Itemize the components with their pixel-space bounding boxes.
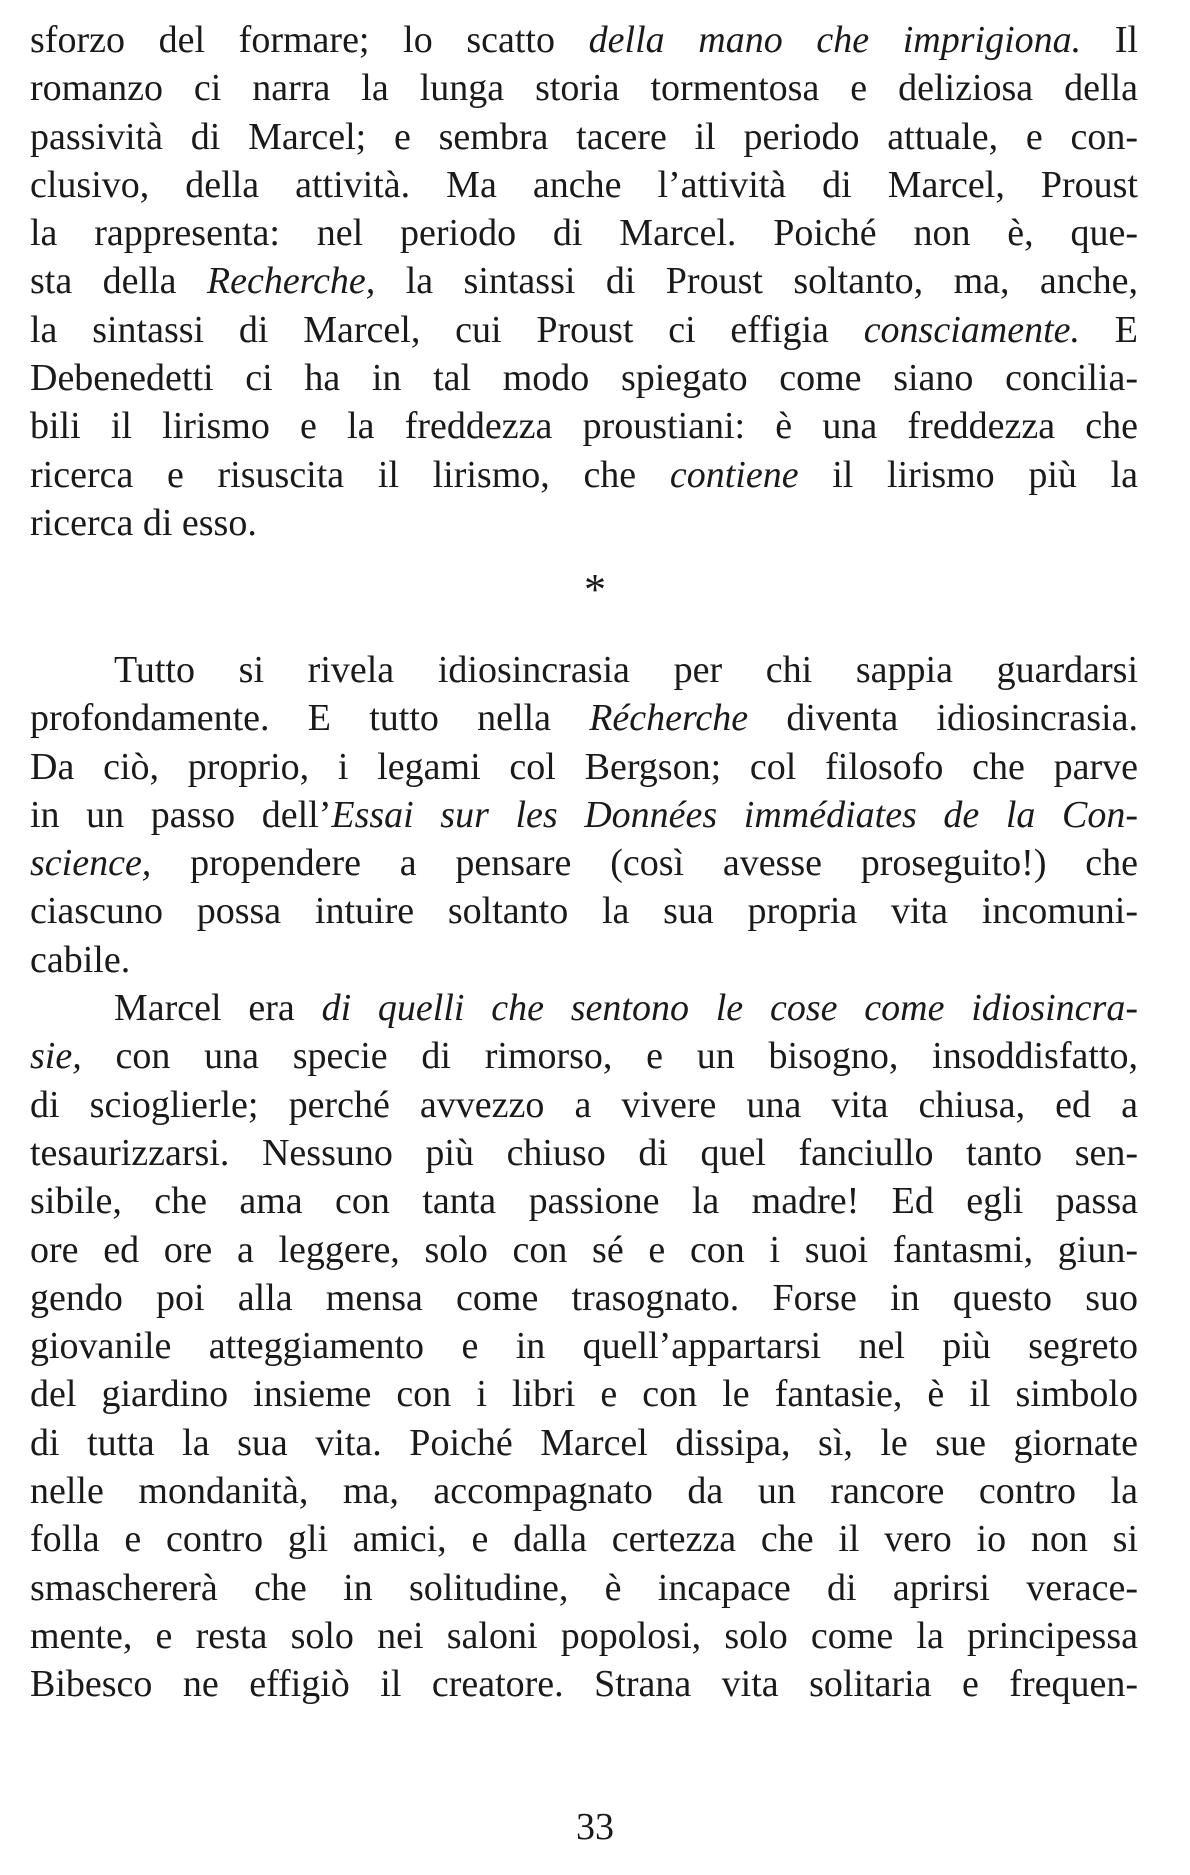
text-run: folla e contro gli amici, e dalla certezza che il vero io non si	[30, 1518, 1138, 1561]
text-line	[30, 1467, 1138, 1515]
text-line	[30, 113, 1138, 161]
section-separator: *	[584, 565, 606, 614]
text-line	[30, 984, 1138, 1032]
text-run: Debenedetti ci ha in tal modo spiegato come siano concilia-	[30, 357, 1138, 400]
text-line	[30, 839, 1138, 887]
text-run: smaschererà che in solitudine, è incapace di aprirsi verace-	[30, 1566, 1138, 1609]
text-run: di scioglierle; perché avvezzo a vivere una vita chiusa, ed a	[30, 1083, 1138, 1126]
italic-text-run: sie,	[30, 1035, 82, 1078]
italic-text-run: della mano che imprigiona.	[588, 19, 1082, 61]
paragraph-3	[30, 984, 1138, 1708]
text-run: sforzo del formare; lo scatto	[30, 19, 589, 61]
text-run: con una specie di rimorso, e un bisogno, insoddisfatto,	[81, 1035, 1138, 1078]
text-run: Da ciò, proprio, i legami col Bergson; col filosofo che parve	[30, 745, 1138, 788]
text-run: Il	[1081, 19, 1139, 61]
text-run: propendere a pensare (così avesse proseguito!) che	[151, 842, 1138, 885]
text-run: ricerca di esso.	[30, 501, 257, 544]
text-line	[30, 646, 1138, 694]
text-run: la sintassi di Marcel, cui Proust ci effigia	[30, 308, 864, 351]
text-run: clusivo, della attività. Ma anche l’attività di Marcel, Proust	[30, 163, 1138, 206]
text-line	[30, 1032, 1138, 1080]
text-line	[30, 1564, 1138, 1612]
text-run: profondamente. E tutto nella	[30, 697, 590, 740]
text-run: bili il lirismo e la freddezza proustiani: è una freddezza che	[30, 405, 1138, 448]
text-line	[30, 1274, 1138, 1322]
text-line	[30, 402, 1138, 450]
text-line	[30, 1612, 1138, 1660]
text-run: E	[1080, 308, 1138, 351]
text-run: tesaurizzarsi. Nessuno più chiuso di quel fanciullo tanto sen-	[30, 1131, 1138, 1174]
text-run: ciascuno possa intuire soltanto la sua propria vita incomuni-	[30, 890, 1138, 933]
text-run: Marcel era	[114, 987, 322, 1030]
italic-text-run: Essai sur les Données immédiates de la Con-	[331, 793, 1138, 836]
italic-text-run: science,	[30, 842, 152, 885]
paragraph-2	[30, 646, 1138, 984]
text-run: ore ed ore a leggere, solo con sé e con i suoi fantasmi, giun-	[30, 1228, 1138, 1271]
text-run: gendo poi alla mensa come trasognato. Forse in questo suo	[30, 1276, 1138, 1319]
text-run: giovanile atteggiamento e in quell’appartarsi nel più segreto	[30, 1325, 1138, 1368]
text-run: in un passo dell’	[30, 793, 332, 836]
text-run: la rappresenta: nel periodo di Marcel. Poiché non è, que-	[30, 212, 1138, 255]
italic-text-run: consciamente.	[863, 308, 1080, 351]
text-line	[30, 64, 1138, 112]
italic-text-run: Recherche,	[206, 260, 376, 303]
text-line	[30, 887, 1138, 935]
text-line	[30, 1226, 1138, 1274]
italic-text-run: contiene	[669, 453, 799, 496]
text-line	[30, 161, 1138, 209]
text-run: romanzo ci narra la lunga storia tormentosa e deliziosa della	[30, 67, 1138, 110]
text-run: del giardino insieme con i libri e con le fantasie, è il simbolo	[30, 1373, 1138, 1416]
text-run: Bibesco ne effigiò il creatore. Strana vita solitaria e frequen-	[30, 1663, 1138, 1706]
text-line	[30, 257, 1138, 305]
text-line	[30, 1370, 1138, 1418]
text-run: la sintassi di Proust soltanto, ma, anche,	[375, 260, 1138, 303]
text-line	[30, 1322, 1138, 1370]
text-line	[30, 306, 1138, 354]
text-line	[30, 1515, 1138, 1563]
text-line	[30, 936, 1138, 984]
italic-text-run: di quelli che sentono le cose come idiosincra-	[321, 987, 1138, 1030]
text-line	[30, 1660, 1138, 1708]
text-line	[30, 451, 1138, 499]
text-line	[30, 694, 1138, 742]
text-line	[30, 1081, 1138, 1129]
text-line	[30, 16, 1138, 64]
text-run: nelle mondanità, ma, accompagnato da un rancore contro la	[30, 1470, 1138, 1513]
text-run: cabile.	[30, 938, 131, 981]
text-line	[30, 354, 1138, 402]
text-run: sta della	[30, 260, 207, 303]
paragraph-1	[30, 16, 1138, 547]
text-run: passività di Marcel; e sembra tacere il periodo attuale, e con-	[30, 115, 1138, 158]
italic-text-run: Récherche	[589, 697, 749, 740]
text-run: diventa idiosincrasia.	[748, 697, 1138, 740]
paragraphs-2-3	[30, 646, 1138, 1709]
text-line	[30, 209, 1138, 257]
text-line	[30, 1177, 1138, 1225]
text-line	[30, 499, 1138, 547]
text-run: ricerca e risuscita il lirismo, che	[30, 453, 670, 496]
text-run: Tutto si rivela idiosincrasia per chi sappia guardarsi	[114, 649, 1138, 691]
text-run: di tutta la sua vita. Poiché Marcel dissipa, sì, le sue giornate	[30, 1421, 1138, 1464]
text-run: il lirismo più la	[798, 453, 1138, 496]
text-run: mente, e resta solo nei saloni popolosi, solo come la principessa	[30, 1614, 1138, 1657]
text-line	[30, 743, 1138, 791]
text-line	[30, 1129, 1138, 1177]
text-line	[30, 1419, 1138, 1467]
page-number: 33	[576, 1806, 614, 1848]
text-line	[30, 791, 1138, 839]
text-run: sibile, che ama con tanta passione la madre! Ed egli passa	[30, 1180, 1138, 1223]
